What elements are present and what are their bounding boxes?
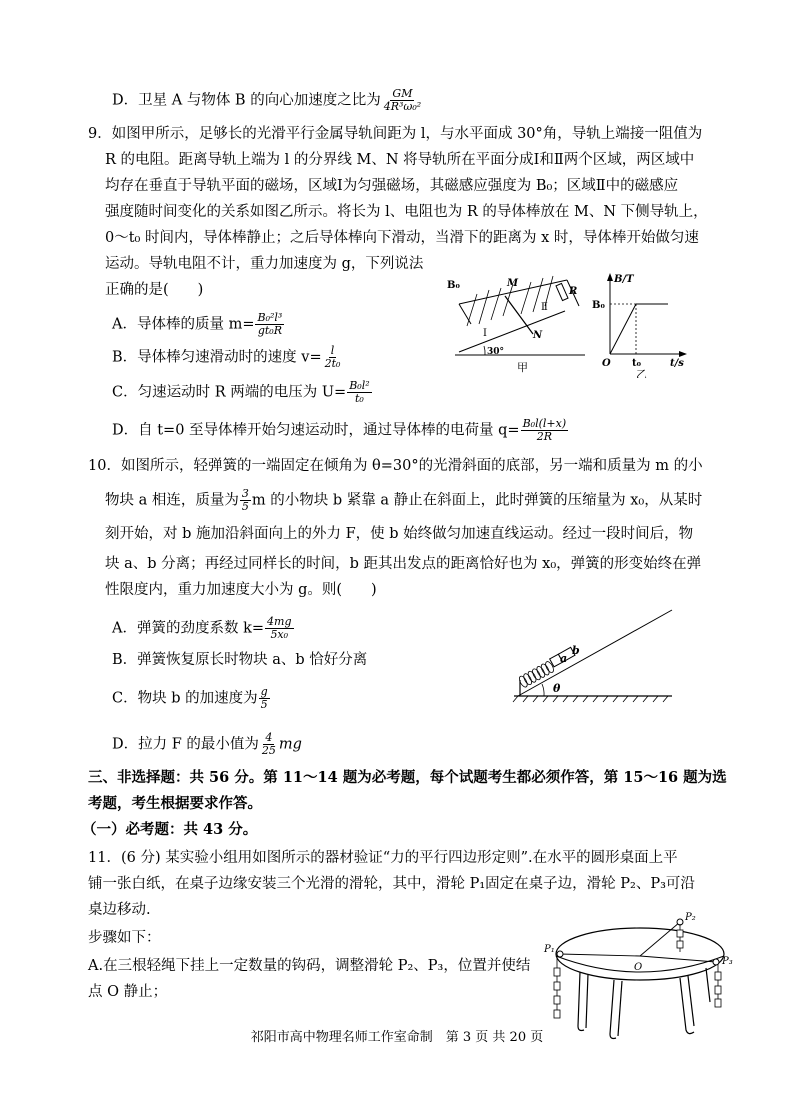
q10-stem-line-5: 性限度内，重力加速度大小为 g。则( ) [105,582,377,598]
q9-stem-line-4: 强度随时间变化的关系如图乙所示。将长为 l、电阻也为 R 的导体棒放在 M、N 下侧导轨上， [105,204,708,220]
label-p2: P₂ [685,912,696,923]
q10-stem-line-3: 刻开始，对 b 施加沿斜面向上的外力 F，使 b 始终做匀加速直线运动。经过一段时间后，物 [105,526,694,542]
label-region-2: Ⅱ [541,302,548,313]
figure-yi [590,270,690,378]
fraction: $\frac{4mg}{\text{5x₀}}$ [267,615,292,641]
b-ramp [610,304,636,354]
label-theta: θ [553,682,561,695]
fraction: $\frac{g}{5}$ [260,685,268,711]
label-p3: P₃ [722,956,733,967]
fraction: $\frac{\text{B₀²l³}}{\text{gt₀R}}$ [257,311,283,337]
label-t0: t₀ [632,358,641,369]
section3-line-2: 考题，考生根据要求作答。 [88,795,262,812]
label-n: N [533,330,543,341]
q9-option-d: D．自 t=0 至导体棒开始匀速运动时，通过导体棒的电荷量 q= $\frac{\text{B₀l(l+x)}}{2R}$ [112,417,567,443]
label-a: a [560,652,568,665]
q9-option-c: C．匀速运动时 R 两端的电压为 U= $\frac{\text{B₀l²}}{\text{t₀}}$ [112,379,370,405]
theta-arc [542,684,544,696]
q8-option-d: D．卫星 A 与物体 B 的向心加速度之比为 $\frac{GM}{\text{4R³ω₀²}}$ [112,87,422,113]
q10-stem-line-2: 物块 a 相连，质量为 $\frac{3}{5}$ m 的小物块 b 紧靠 a 静止在斜面上，此时弹簧的压缩量为 x₀，从某时 [105,487,703,513]
x-arrow [679,351,687,357]
fraction: $\frac{3}{5}$ [241,487,249,513]
q11-steps: 步骤如下： [88,930,161,946]
rail-lower [459,311,565,352]
incline [518,610,672,696]
weights-p3 [715,964,721,1007]
q9-stem-line-6: 运动。导轨电阻不计，重力加速度为 g，下列说法 [105,256,424,272]
label-o: O [634,962,643,973]
fraction: $\frac{\text{B₀l²}}{\text{t₀}}$ [349,379,370,405]
fraction: $\frac{4}{25}$ [261,731,276,757]
label-b0-axis: B₀ [592,300,605,311]
resistor-r [556,283,568,300]
caption-yi: 乙 [636,368,647,378]
q9-option-a: A．导体棒的质量 m= $\frac{\text{B₀²l³}}{\text{gt₀R}}$ [112,311,283,337]
fraction: $\frac{GM}{\text{4R³ω₀²}}$ [383,87,422,113]
weights-p1 [554,956,560,1018]
q9-option-b: B．导体棒匀速滑动时的速度 v= $\frac{l}{\text{2t₀}}$ [112,344,341,370]
section3-line-1: 三、非选择题：共 56 分。第 11～14 题为必考题，每个试题考生都必须作答，第 15～16 题为选 [88,769,727,786]
label-b0: B₀ [447,280,460,291]
section3-sub-1: （一）必考题：共 43 分。 [82,821,258,838]
q9-stem-line-5: 0～t₀ 时间内，导体棒静止；之后导体棒向下滑动，当滑下的距离为 x 时，导体棒开始做匀速 [105,230,699,246]
q10-stem-line-1: 10．如图所示，轻弹簧的一端固定在倾角为 θ=30°的光滑斜面的底部，另一端和质量为 m 的小 [88,458,703,474]
q9-stem-line-1: 9．如图甲所示，足够长的光滑平行金属导轨间距为 l，与水平面成 30°角，导轨上端接一阻值为 [88,126,703,142]
label-m: M [507,278,519,289]
pulley-p1 [557,951,563,957]
label-region-1: Ⅰ [483,328,487,339]
label-angle: 30° [487,347,505,357]
figure-jia [445,268,595,376]
page-footer: 祁阳市高中物理名师工作室命制 第 3 页 共 20 页 [250,1030,544,1045]
q11-step-a-2: 点 O 静止； [88,984,168,1000]
fraction: $\frac{\text{B₀l(l+x)}}{2R}$ [522,417,567,443]
q10-option-b: B．弹簧恢复原长时物块 a、b 恰好分离 [112,652,368,668]
angle-arc [484,346,485,355]
caption-jia: 甲 [517,361,528,374]
q10-option-c: C．物块 b 的加速度为 $\frac{g}{5}$ [112,685,268,711]
q10-option-a: A．弹簧的劲度系数 k= $\frac{4mg}{\text{5x₀}}$ [112,615,292,641]
q11-line-2: 铺一张白纸，在桌子边缘安装三个光滑的滑轮，其中，滑轮 P₁固定在桌子边，滑轮 P₂、P₃可沿 [88,876,695,892]
label-b: b [572,644,580,657]
label-bt: B/T [614,274,634,285]
rail-left-end [459,304,471,324]
q11-line-1: 11．(6 分) 某实验小组用如图所示的器材验证“力的平行四边形定则”.在水平的圆形桌面上平 [88,850,678,866]
y-arrow [607,273,613,281]
q11-step-a-1: A.在三根轻绳下挂上一定数量的钩码，调整滑轮 P₂、P₃，位置并使结 [88,958,531,974]
label-ts: t/s [670,358,684,369]
label-r: R [569,286,578,297]
q10-option-d: D．拉力 F 的最小值为 $\frac{4}{25}$ mg [112,731,302,757]
label-origin: O [602,358,611,369]
fraction: $\frac{l}{\text{2t₀}}$ [324,344,341,370]
figure-incline [510,604,676,706]
q10-stem-line-4: 块 a、b 分离；再经过同样长的时间，b 距其出发点的距离恰好也为 x₀，弹簧的形变始终在弹 [105,556,702,572]
q9-stem-line-3: 均存在垂直于导轨平面的磁场，区域Ⅰ为匀强磁场，其磁感应强度为 B₀；区域Ⅱ中的磁感应 [105,178,679,194]
ground-hatch [513,696,668,702]
q9-stem-line-7: 正确的是( ) [105,282,204,298]
q9-stem-line-2: R 的电阻。距离导轨上端为 l 的分界线 M、N 将导轨所在平面分成Ⅰ和Ⅱ两个区域，两区域中 [105,152,695,168]
q11-line-3: 桌边移动. [88,902,151,918]
label-p1: P₁ [544,944,555,955]
